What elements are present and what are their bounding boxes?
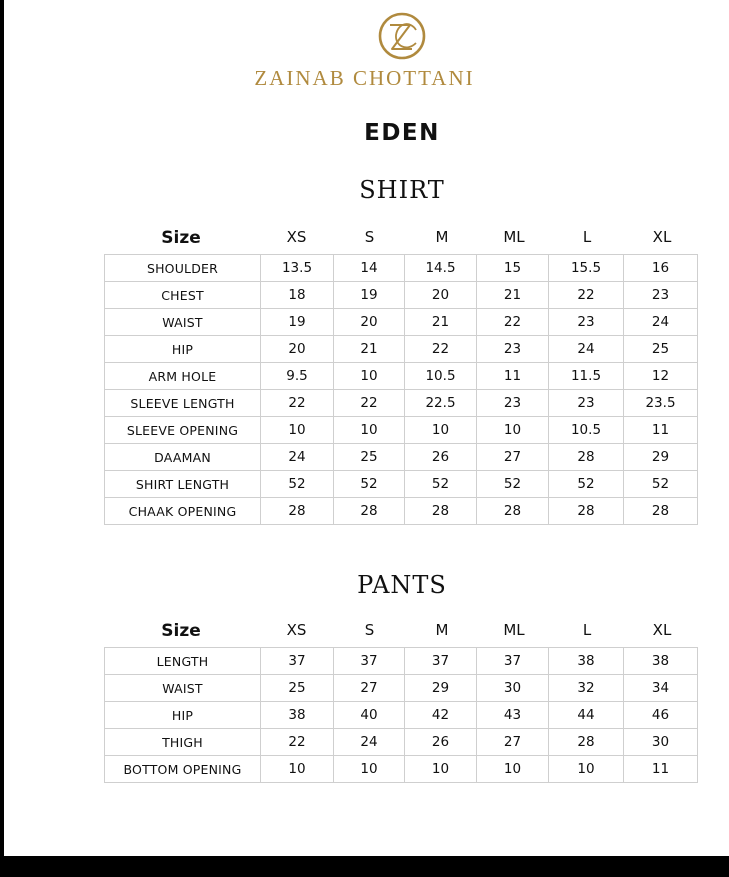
bottom-black-bar bbox=[0, 856, 729, 877]
measurement-value: 23.5 bbox=[624, 390, 698, 417]
measurement-label: SHOULDER bbox=[105, 255, 261, 282]
brand-name: ZAINAB CHOTTANI bbox=[254, 66, 475, 90]
measurement-value: 28 bbox=[549, 444, 624, 471]
measurement-label: LENGTH bbox=[105, 648, 261, 675]
measurement-value: 22 bbox=[477, 309, 549, 336]
table-row bbox=[105, 390, 698, 417]
measurement-value: 28 bbox=[549, 729, 624, 756]
table-row bbox=[105, 471, 698, 498]
measurement-value: 30 bbox=[477, 675, 549, 702]
table-row bbox=[105, 756, 698, 783]
table-row bbox=[105, 498, 698, 525]
measurement-label: WAIST bbox=[105, 309, 261, 336]
measurement-value: 40 bbox=[334, 702, 405, 729]
collection-title: EDEN bbox=[364, 120, 440, 146]
measurement-value: 28 bbox=[261, 498, 334, 525]
measurement-value: 21 bbox=[477, 282, 549, 309]
measurement-value: 11 bbox=[477, 363, 549, 390]
measurement-value: 10 bbox=[334, 417, 405, 444]
measurement-value: 21 bbox=[405, 309, 477, 336]
measurement-value: 43 bbox=[477, 702, 549, 729]
shirt-header-s: S bbox=[364, 228, 375, 246]
shirt-header-row bbox=[0, 228, 729, 252]
measurement-value: 22 bbox=[261, 729, 334, 756]
pants-section-title: PANTS bbox=[357, 571, 447, 599]
table-row bbox=[105, 444, 698, 471]
measurement-value: 20 bbox=[334, 309, 405, 336]
measurement-value: 52 bbox=[477, 471, 549, 498]
shirt-header-ml: ML bbox=[503, 228, 525, 246]
measurement-value: 32 bbox=[549, 675, 624, 702]
measurement-value: 28 bbox=[549, 498, 624, 525]
brand-logo-icon bbox=[376, 10, 428, 62]
measurement-value: 37 bbox=[477, 648, 549, 675]
measurement-value: 15 bbox=[477, 255, 549, 282]
shirt-table-body bbox=[105, 255, 698, 525]
measurement-value: 10 bbox=[477, 756, 549, 783]
measurement-label: HIP bbox=[105, 702, 261, 729]
measurement-value: 23 bbox=[549, 390, 624, 417]
measurement-value: 29 bbox=[405, 675, 477, 702]
measurement-value: 26 bbox=[405, 729, 477, 756]
measurement-value: 38 bbox=[261, 702, 334, 729]
measurement-value: 37 bbox=[334, 648, 405, 675]
measurement-value: 10.5 bbox=[405, 363, 477, 390]
measurement-label: ARM HOLE bbox=[105, 363, 261, 390]
table-row bbox=[105, 417, 698, 444]
pants-header-s: S bbox=[364, 621, 375, 639]
measurement-value: 37 bbox=[261, 648, 334, 675]
measurement-value: 9.5 bbox=[261, 363, 334, 390]
measurement-value: 15.5 bbox=[549, 255, 624, 282]
measurement-value: 24 bbox=[624, 309, 698, 336]
shirt-header-size: Size bbox=[161, 228, 201, 248]
measurement-value: 16 bbox=[624, 255, 698, 282]
table-row bbox=[105, 648, 698, 675]
table-row bbox=[105, 336, 698, 363]
pants-header-xl: XL bbox=[652, 621, 672, 639]
measurement-value: 10 bbox=[261, 756, 334, 783]
measurement-value: 24 bbox=[334, 729, 405, 756]
measurement-label: BOTTOM OPENING bbox=[105, 756, 261, 783]
measurement-value: 52 bbox=[261, 471, 334, 498]
measurement-value: 28 bbox=[477, 498, 549, 525]
table-row bbox=[105, 255, 698, 282]
measurement-label: WAIST bbox=[105, 675, 261, 702]
table-row bbox=[105, 675, 698, 702]
measurement-label: DAAMAN bbox=[105, 444, 261, 471]
measurement-value: 10 bbox=[477, 417, 549, 444]
measurement-value: 10 bbox=[334, 363, 405, 390]
measurement-value: 38 bbox=[624, 648, 698, 675]
measurement-value: 14 bbox=[334, 255, 405, 282]
measurement-value: 28 bbox=[624, 498, 698, 525]
measurement-label: CHAAK OPENING bbox=[105, 498, 261, 525]
measurement-value: 13.5 bbox=[261, 255, 334, 282]
measurement-value: 21 bbox=[334, 336, 405, 363]
measurement-value: 23 bbox=[624, 282, 698, 309]
measurement-value: 44 bbox=[549, 702, 624, 729]
measurement-value: 46 bbox=[624, 702, 698, 729]
measurement-value: 11.5 bbox=[549, 363, 624, 390]
measurement-value: 11 bbox=[624, 417, 698, 444]
measurement-value: 23 bbox=[477, 336, 549, 363]
measurement-value: 28 bbox=[334, 498, 405, 525]
measurement-value: 24 bbox=[549, 336, 624, 363]
measurement-label: THIGH bbox=[105, 729, 261, 756]
measurement-value: 11 bbox=[624, 756, 698, 783]
measurement-value: 19 bbox=[334, 282, 405, 309]
measurement-value: 22 bbox=[549, 282, 624, 309]
measurement-value: 25 bbox=[261, 675, 334, 702]
measurement-value: 10 bbox=[261, 417, 334, 444]
pants-header-ml: ML bbox=[503, 621, 525, 639]
measurement-value: 52 bbox=[549, 471, 624, 498]
measurement-value: 25 bbox=[334, 444, 405, 471]
measurement-value: 22.5 bbox=[405, 390, 477, 417]
pants-header-xs: XS bbox=[286, 621, 307, 639]
measurement-value: 27 bbox=[334, 675, 405, 702]
table-row bbox=[105, 309, 698, 336]
pants-size-table bbox=[104, 647, 698, 783]
measurement-value: 10 bbox=[405, 756, 477, 783]
measurement-value: 18 bbox=[261, 282, 334, 309]
measurement-value: 10 bbox=[334, 756, 405, 783]
shirt-header-xl: XL bbox=[652, 228, 672, 246]
pants-header-row bbox=[0, 621, 729, 645]
measurement-value: 20 bbox=[261, 336, 334, 363]
measurement-value: 30 bbox=[624, 729, 698, 756]
measurement-value: 23 bbox=[477, 390, 549, 417]
measurement-value: 26 bbox=[405, 444, 477, 471]
table-row bbox=[105, 729, 698, 756]
measurement-value: 10.5 bbox=[549, 417, 624, 444]
measurement-value: 23 bbox=[549, 309, 624, 336]
pants-header-m: M bbox=[435, 621, 449, 639]
measurement-value: 12 bbox=[624, 363, 698, 390]
shirt-header-l: L bbox=[582, 228, 592, 246]
measurement-value: 34 bbox=[624, 675, 698, 702]
measurement-value: 38 bbox=[549, 648, 624, 675]
pants-header-size: Size bbox=[161, 621, 201, 641]
measurement-value: 10 bbox=[405, 417, 477, 444]
measurement-value: 24 bbox=[261, 444, 334, 471]
measurement-value: 42 bbox=[405, 702, 477, 729]
measurement-label: SLEEVE LENGTH bbox=[105, 390, 261, 417]
measurement-value: 27 bbox=[477, 729, 549, 756]
measurement-value: 52 bbox=[624, 471, 698, 498]
shirt-header-m: M bbox=[435, 228, 449, 246]
shirt-header-xs: XS bbox=[286, 228, 307, 246]
table-row bbox=[105, 702, 698, 729]
measurement-value: 28 bbox=[405, 498, 477, 525]
measurement-value: 37 bbox=[405, 648, 477, 675]
measurement-label: SLEEVE OPENING bbox=[105, 417, 261, 444]
measurement-label: SHIRT LENGTH bbox=[105, 471, 261, 498]
measurement-label: HIP bbox=[105, 336, 261, 363]
pants-table-body bbox=[105, 648, 698, 783]
table-row bbox=[105, 363, 698, 390]
measurement-value: 20 bbox=[405, 282, 477, 309]
measurement-value: 14.5 bbox=[405, 255, 477, 282]
measurement-value: 10 bbox=[549, 756, 624, 783]
measurement-value: 52 bbox=[334, 471, 405, 498]
measurement-value: 19 bbox=[261, 309, 334, 336]
measurement-value: 29 bbox=[624, 444, 698, 471]
measurement-value: 22 bbox=[334, 390, 405, 417]
measurement-label: CHEST bbox=[105, 282, 261, 309]
measurement-value: 22 bbox=[405, 336, 477, 363]
measurement-value: 25 bbox=[624, 336, 698, 363]
pants-header-l: L bbox=[582, 621, 592, 639]
measurement-value: 52 bbox=[405, 471, 477, 498]
shirt-section-title: SHIRT bbox=[359, 176, 445, 204]
shirt-size-table bbox=[104, 254, 698, 525]
measurement-value: 22 bbox=[261, 390, 334, 417]
table-row bbox=[105, 282, 698, 309]
measurement-value: 27 bbox=[477, 444, 549, 471]
